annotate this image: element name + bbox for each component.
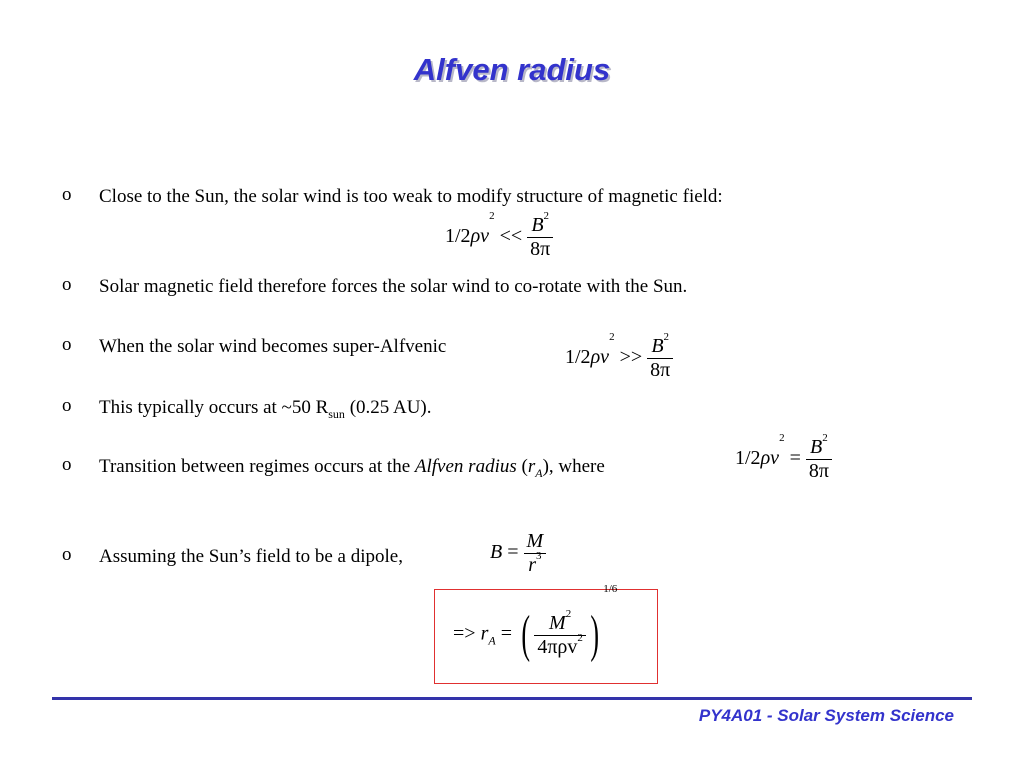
eq5-fraction (534, 607, 586, 659)
eq4-lhs: B (490, 541, 503, 564)
bullet-4-text (99, 397, 432, 425)
footer-divider (52, 697, 972, 700)
eq3-v: v (770, 447, 780, 470)
eq3-op: = (789, 447, 801, 470)
eq2-rho: ρ (590, 346, 601, 369)
eq5-op: = (500, 622, 512, 645)
footer-course-title: PY4A01 - Solar System Science (698, 706, 954, 725)
eq2-fraction (647, 331, 673, 382)
bullet-5-text (99, 456, 605, 484)
eq1-op: << (499, 225, 523, 248)
eq5-prefix: => (453, 622, 476, 645)
bullet-1-text: Close to the Sun, the solar wind is too weak to modify structure of magnetic field: (99, 186, 723, 207)
equation-dipole-field (490, 530, 546, 577)
bullet-5-r: r (527, 456, 536, 477)
eq2-op: >> (619, 346, 643, 369)
bullet-5-post: ), where (542, 456, 605, 477)
eq4-den-exp: 3 (535, 550, 542, 562)
eq3-num: B (810, 436, 823, 458)
eq2-exp: 2 (609, 331, 615, 343)
eq1-den: 8π (527, 237, 553, 261)
equation-weak-wind (445, 210, 553, 261)
equation-super-alfvenic (565, 331, 673, 382)
bullet-6-text: Assuming the Sun’s field to be a dipole, (99, 546, 403, 567)
eq3-lhs: 1/2 (735, 447, 761, 470)
eq2-den: 8π (647, 358, 673, 382)
bullet-marker: o (62, 334, 72, 355)
eq3-fraction (806, 432, 832, 483)
bullet-3-text: When the solar wind becomes super-Alfvenic (99, 336, 447, 357)
eq5-r-sub: A (488, 633, 496, 648)
eq1-num-exp: 2 (543, 210, 550, 222)
eq1-exp: 2 (489, 210, 495, 222)
eq4-fraction (524, 530, 547, 577)
bullet-marker: o (62, 544, 72, 565)
bullet-marker: o (62, 274, 72, 295)
equation-alfven-radius-result (453, 583, 618, 665)
eq1-rho: ρ (470, 225, 481, 248)
eq3-num-exp: 2 (822, 432, 828, 444)
bullet-marker: o (62, 454, 72, 475)
eq5-den: 4πρv (537, 635, 578, 658)
bullet-5-mid: ( (516, 456, 528, 477)
bullet-2-text: Solar magnetic field therefore forces the solar wind to co-rotate with the Sun. (99, 276, 688, 297)
eq3-exp: 2 (779, 432, 785, 444)
eq3-den: 8π (806, 459, 832, 483)
eq5-num: M (549, 611, 566, 634)
eq2-num: B (651, 335, 664, 357)
eq4-op: = (507, 541, 519, 564)
eq5-right-paren: ) (590, 606, 599, 663)
eq5-den-exp: 2 (577, 631, 583, 644)
eq4-num: M (526, 530, 544, 552)
bullet-marker: o (62, 395, 72, 416)
eq5-num-exp: 2 (565, 607, 572, 620)
bullet-marker: o (62, 184, 72, 205)
eq4-den: r (528, 554, 536, 576)
eq1-fraction (527, 210, 553, 261)
eq3-rho: ρ (760, 447, 771, 470)
bullet-4-sub: sun (328, 406, 345, 421)
eq2-lhs: 1/2 (565, 346, 591, 369)
bullet-4-pre: This typically occurs at ~50 R (99, 397, 329, 418)
eq5-r: r (480, 622, 489, 645)
bullet-5-italic: Alfven radius (414, 456, 517, 477)
eq2-v: v (600, 346, 610, 369)
eq1-lhs: 1/2 (445, 225, 471, 248)
bullet-5-r-sub: A (535, 465, 543, 480)
bullet-5-pre: Transition between regimes occurs at the (99, 456, 415, 477)
eq2-num-exp: 2 (663, 331, 670, 343)
eq5-left-paren: ( (521, 606, 530, 663)
eq5-outer-exp: 1/6 (603, 583, 618, 595)
equation-alfven-radius-condition (735, 432, 832, 483)
slide-title: Alfven radius (413, 52, 611, 87)
bullet-4-post: (0.25 AU). (344, 397, 432, 418)
eq1-v: v (480, 225, 490, 248)
eq1-num: B (531, 214, 544, 236)
